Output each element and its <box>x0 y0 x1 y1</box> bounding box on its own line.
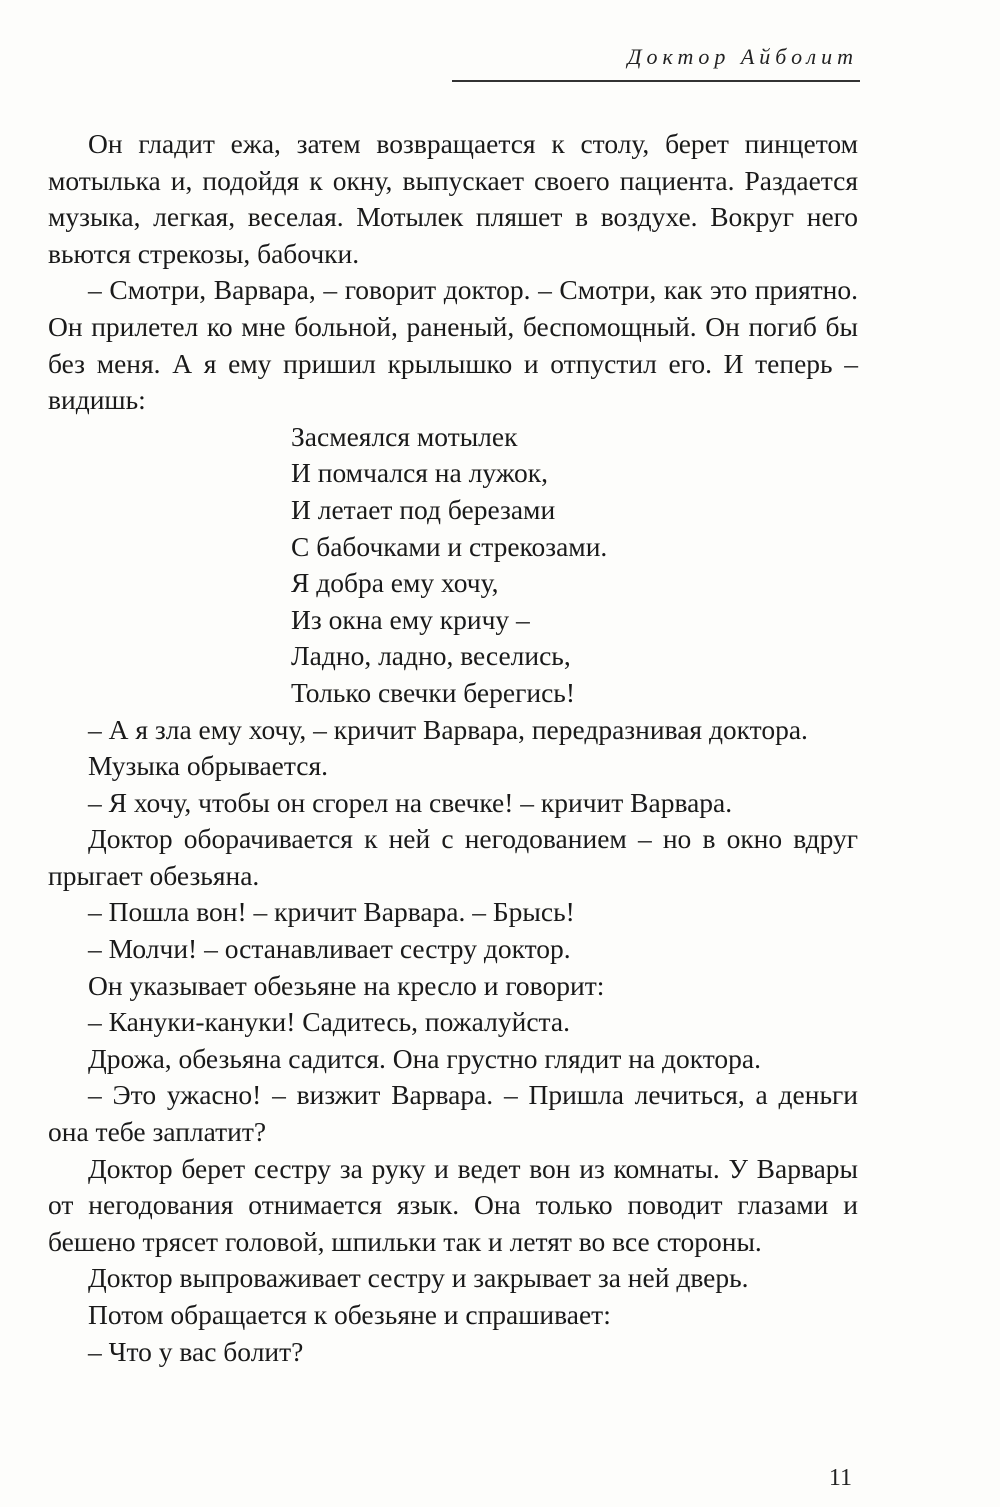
verse-block <box>48 419 858 712</box>
paragraph: – А я зла ему хочу, – кричит Варвара, передразнивая доктора. <box>88 713 808 745</box>
running-head: Доктор Айболит <box>627 44 858 69</box>
paragraph: Потом обращается к обезьяне и спрашивает: <box>88 1299 611 1330</box>
paragraph: Доктор оборачивается к ней с негодованием – но в окно вдруг прыгает обезьяна. <box>48 823 858 891</box>
verse-line: И помчался на лужок, <box>291 457 549 489</box>
header-rule <box>452 80 860 82</box>
verse-line: Засмеялся мотылек <box>291 420 518 452</box>
verse-line: Только свечки берегись! <box>291 676 575 708</box>
paragraph: – Я хочу, чтобы он сгорел на свечке! – кричит Варвара. <box>88 786 733 818</box>
page-number: 11 <box>828 1465 852 1491</box>
paragraph: Дрожа, обезьяна садится. Она грустно глядит на доктора. <box>88 1042 761 1074</box>
verse-line: С бабочками и стрекозами. <box>291 530 608 562</box>
paragraph: Он гладит ежа, затем возвращается к столу, берет пинцетом мотылька и, подойдя к окну, выпускает своего пациента. Раздается музыка, легкая, веселая. Мотылек пляшет в воздухе. Вокруг него вьются стрекозы, бабочки. <box>48 128 858 269</box>
paragraph: – Кануки-кануки! Садитесь, пожалуйста. <box>88 1006 570 1038</box>
paragraph: Музыка обрывается. <box>88 750 328 782</box>
verse-line: Я добра ему хочу, <box>291 567 499 599</box>
paragraph: – Это ужасно! – визжит Варвара. – Пришла лечиться, а деньги она тебе заплатит? <box>48 1079 858 1148</box>
paragraph: – Смотри, Варвара, – говорит доктор. – Смотри, как это приятно. Он прилетел ко мне больной, раненый, беспомощный. Он погиб бы без меня. А я ему пришил крылышко и отпустил его. И теперь – видишь: <box>48 274 858 416</box>
paragraph: Доктор выпроваживает сестру и закрывает за ней дверь. <box>88 1262 749 1294</box>
verse-line: И летает под березами <box>291 493 556 525</box>
verse-line: Из окна ему кричу – <box>291 603 530 635</box>
paragraph: Он указывает обезьяне на кресло и говорит: <box>88 969 605 1001</box>
paragraph: – Молчи! – останавливает сестру доктор. <box>88 933 571 965</box>
paragraph: – Что у вас болит? <box>88 1335 304 1367</box>
paragraph: – Пошла вон! – кричит Варвара. – Брысь! <box>88 896 575 928</box>
paragraph: Доктор берет сестру за руку и ведет вон из комнаты. У Варвары от негодования отнимается язык. Она только поводит глазами и бешено трясет головой, шпильки так и летят во все стороны. <box>48 1152 858 1257</box>
page-body <box>48 126 858 1370</box>
verse-line: Ладно, ладно, веселись, <box>291 640 571 672</box>
